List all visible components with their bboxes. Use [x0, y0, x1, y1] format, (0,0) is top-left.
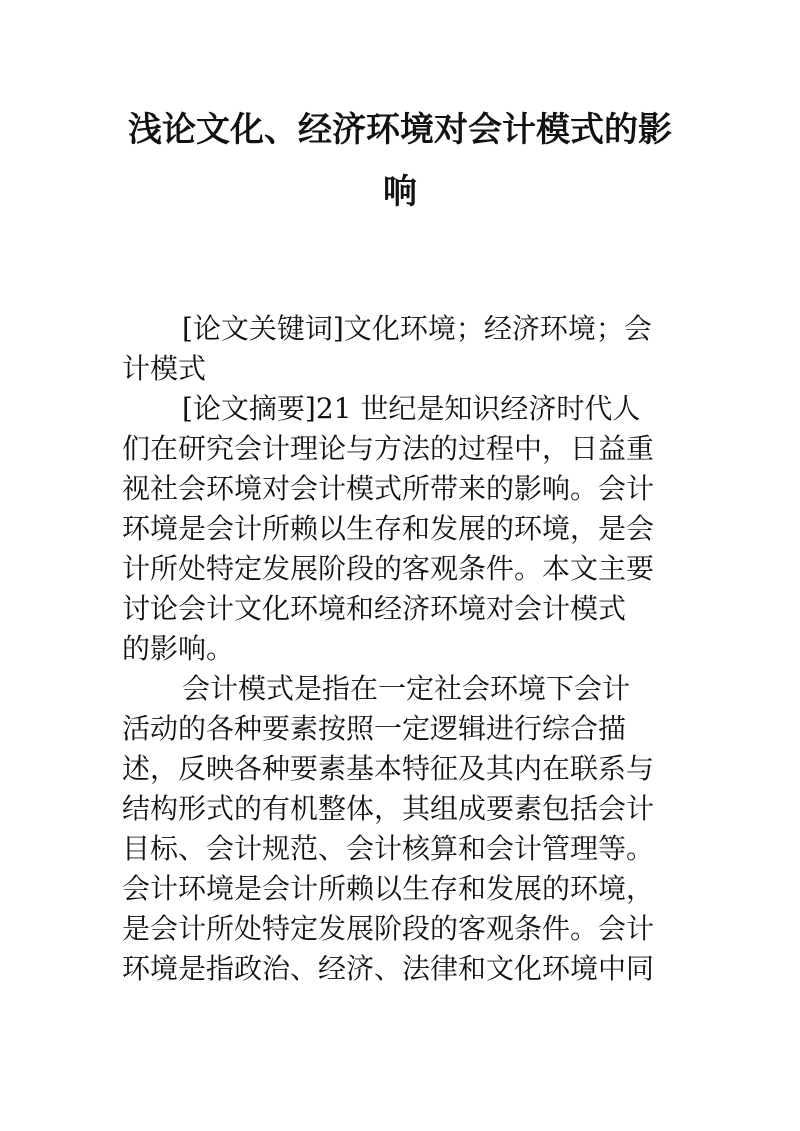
abstract-line-3: 视社会环境对会计模式所带来的影响。会计	[122, 472, 655, 505]
abstract-line-6: 讨论会计文化环境和经济环境对会计模式	[122, 592, 627, 625]
abstract-line-2: 们在研究会计理论与方法的过程中，日益重	[122, 432, 655, 465]
abstract-line-4: 环境是会计所赖以生存和发展的环境，是会	[122, 512, 655, 545]
abstract-line-5: 计所处特定发展阶段的客观条件。本文主要	[122, 552, 655, 585]
paragraph-line-5: 目标、会计规范、会计核算和会计管理等。	[122, 832, 655, 865]
keywords-line-1: [论文关键词]文化环境；经济环境；会	[182, 312, 652, 345]
paragraph-line-3: 述，反映各种要素基本特征及其内在联系与	[122, 752, 655, 785]
paragraph-line-8: 环境是指政治、经济、法律和文化环境中同	[122, 952, 655, 985]
document-title-line-2: 响	[383, 172, 417, 212]
paragraph-line-1: 会计模式是指在一定社会环境下会计	[182, 672, 631, 705]
abstract-line-7: 的影响。	[122, 632, 235, 665]
keywords-line-2: 计模式	[122, 352, 207, 385]
paragraph-line-4: 结构形式的有机整体，其组成要素包括会计	[122, 792, 655, 825]
paragraph-line-2: 活动的各种要素按照一定逻辑进行综合描	[122, 712, 627, 745]
paragraph-line-7: 是会计所处特定发展阶段的客观条件。会计	[122, 912, 655, 945]
document-title-line-1: 浅论文化、经济环境对会计模式的影	[128, 110, 672, 150]
paragraph-line-6: 会计环境是会计所赖以生存和发展的环境，	[122, 872, 655, 905]
abstract-line-1: [论文摘要]21 世纪是知识经济时代人	[182, 392, 641, 425]
